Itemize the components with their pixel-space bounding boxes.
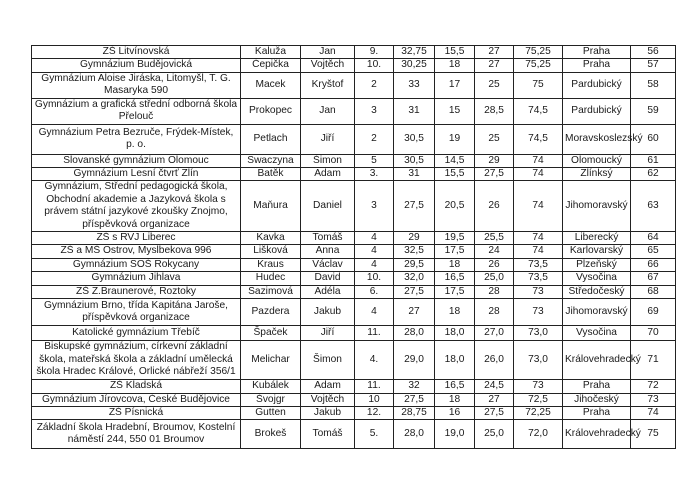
grade-cell: 2 <box>355 72 394 98</box>
grade-cell: 3. <box>355 168 394 181</box>
region-cell: Praha <box>563 406 631 419</box>
total-score-cell: 74 <box>514 168 563 181</box>
score-3-cell: 27,5 <box>475 406 514 419</box>
school-cell: Gymnázium Brno, třída Kapitána Jaroše, příspěvková organizace <box>32 299 241 326</box>
school-cell: Gymnázium Jihlava <box>32 272 241 285</box>
rank-cell: 70 <box>631 326 676 341</box>
first-name-cell: Tomáš <box>301 420 355 449</box>
total-score-cell: 73,0 <box>514 341 563 380</box>
surname-cell: Švojgr <box>241 393 301 406</box>
score-2-cell: 18,0 <box>435 326 475 341</box>
school-cell: Slovanské gymnázium Olomouc <box>32 154 241 167</box>
surname-cell: Prokopec <box>241 98 301 124</box>
surname-cell: Hudec <box>241 272 301 285</box>
surname-cell: Swaczyna <box>241 154 301 167</box>
score-1-cell: 27 <box>394 299 435 326</box>
rank-cell: 69 <box>631 299 676 326</box>
first-name-cell: Jakub <box>301 406 355 419</box>
region-cell: Vysočina <box>563 272 631 285</box>
region-cell: Plzeňský <box>563 258 631 271</box>
grade-cell: 5 <box>355 154 394 167</box>
first-name-cell: Adam <box>301 380 355 393</box>
surname-cell: Maňura <box>241 181 301 232</box>
score-2-cell: 16 <box>435 406 475 419</box>
rank-cell: 72 <box>631 380 676 393</box>
table-row <box>32 59 676 72</box>
surname-cell: Lišková <box>241 245 301 258</box>
table-row <box>32 285 676 298</box>
total-score-cell: 72,5 <box>514 393 563 406</box>
score-1-cell: 30,5 <box>394 124 435 154</box>
grade-cell: 10. <box>355 59 394 72</box>
score-3-cell: 27 <box>475 59 514 72</box>
score-1-cell: 27,5 <box>394 285 435 298</box>
region-cell: Karlovarský <box>563 245 631 258</box>
surname-cell: Pazdera <box>241 299 301 326</box>
first-name-cell: Jiří <box>301 124 355 154</box>
total-score-cell: 72,25 <box>514 406 563 419</box>
score-2-cell: 17 <box>435 72 475 98</box>
score-2-cell: 15,5 <box>435 46 475 59</box>
surname-cell: Brokeš <box>241 420 301 449</box>
total-score-cell: 74 <box>514 154 563 167</box>
surname-cell: Petlach <box>241 124 301 154</box>
school-cell: Katolické gymnázium Třebíč <box>32 326 241 341</box>
score-3-cell: 28 <box>475 285 514 298</box>
grade-cell: 6. <box>355 285 394 298</box>
region-cell: Královehradecký <box>563 420 631 449</box>
score-1-cell: 33 <box>394 72 435 98</box>
surname-cell: Gutten <box>241 406 301 419</box>
grade-cell: 11. <box>355 326 394 341</box>
total-score-cell: 74,5 <box>514 98 563 124</box>
school-cell: ZŠ Kladská <box>32 380 241 393</box>
score-2-cell: 18 <box>435 59 475 72</box>
region-cell: Liberecký <box>563 232 631 245</box>
school-cell: Gymnázium Aloise Jiráska, Litomyšl, T. G. Masaryka 590 <box>32 72 241 98</box>
score-2-cell: 18,0 <box>435 341 475 380</box>
score-3-cell: 27 <box>475 46 514 59</box>
first-name-cell: Jiří <box>301 326 355 341</box>
region-cell: Olomoucký <box>563 154 631 167</box>
grade-cell: 10 <box>355 393 394 406</box>
table-row <box>32 272 676 285</box>
region-cell: Zlínksý <box>563 168 631 181</box>
score-2-cell: 17,5 <box>435 245 475 258</box>
score-1-cell: 32,75 <box>394 46 435 59</box>
region-cell: Pardubický <box>563 98 631 124</box>
rank-cell: 61 <box>631 154 676 167</box>
score-2-cell: 19,0 <box>435 420 475 449</box>
total-score-cell: 73 <box>514 285 563 298</box>
school-cell: ZŠ a MŠ Ostrov, Myslbekova 996 <box>32 245 241 258</box>
region-cell: Praha <box>563 59 631 72</box>
total-score-cell: 75,25 <box>514 59 563 72</box>
region-cell: Středočeský <box>563 285 631 298</box>
school-cell: ZŠ Písnická <box>32 406 241 419</box>
rank-cell: 75 <box>631 420 676 449</box>
grade-cell: 12. <box>355 406 394 419</box>
first-name-cell: Kryštof <box>301 72 355 98</box>
table-row <box>32 406 676 419</box>
school-cell: Gymnázium SOŠ Rokycany <box>32 258 241 271</box>
surname-cell: Kaluža <box>241 46 301 59</box>
grade-cell: 3 <box>355 98 394 124</box>
first-name-cell: Vojtěch <box>301 59 355 72</box>
total-score-cell: 74 <box>514 232 563 245</box>
table-row <box>32 98 676 124</box>
rank-cell: 60 <box>631 124 676 154</box>
score-3-cell: 25 <box>475 72 514 98</box>
score-3-cell: 27,5 <box>475 168 514 181</box>
surname-cell: Kraus <box>241 258 301 271</box>
grade-cell: 11. <box>355 380 394 393</box>
total-score-cell: 73 <box>514 299 563 326</box>
grade-cell: 4. <box>355 341 394 380</box>
rank-cell: 74 <box>631 406 676 419</box>
surname-cell: Čepička <box>241 59 301 72</box>
total-score-cell: 73,0 <box>514 326 563 341</box>
score-3-cell: 26 <box>475 258 514 271</box>
surname-cell: Batěk <box>241 168 301 181</box>
first-name-cell: Adam <box>301 168 355 181</box>
first-name-cell: David <box>301 272 355 285</box>
score-1-cell: 31 <box>394 168 435 181</box>
score-1-cell: 28,0 <box>394 420 435 449</box>
rank-cell: 68 <box>631 285 676 298</box>
table-row <box>32 154 676 167</box>
table-row <box>32 168 676 181</box>
table-row <box>32 380 676 393</box>
rank-cell: 59 <box>631 98 676 124</box>
score-3-cell: 24 <box>475 245 514 258</box>
total-score-cell: 74 <box>514 245 563 258</box>
grade-cell: 5. <box>355 420 394 449</box>
table-row <box>32 232 676 245</box>
first-name-cell: Václav <box>301 258 355 271</box>
region-cell: Jihomoravský <box>563 299 631 326</box>
grade-cell: 2 <box>355 124 394 154</box>
grade-cell: 10. <box>355 272 394 285</box>
score-3-cell: 25 <box>475 124 514 154</box>
total-score-cell: 75 <box>514 72 563 98</box>
first-name-cell: Anna <box>301 245 355 258</box>
school-cell: ZŠ s RVJ Liberec <box>32 232 241 245</box>
school-cell: ZŠ Litvínovská <box>32 46 241 59</box>
grade-cell: 3 <box>355 181 394 232</box>
school-cell: ZŠ Z.Braunerové, Roztoky <box>32 285 241 298</box>
score-1-cell: 30,5 <box>394 154 435 167</box>
grade-cell: 4 <box>355 245 394 258</box>
score-1-cell: 30,25 <box>394 59 435 72</box>
score-2-cell: 20,5 <box>435 181 475 232</box>
rank-cell: 56 <box>631 46 676 59</box>
first-name-cell: Daniel <box>301 181 355 232</box>
score-2-cell: 18 <box>435 258 475 271</box>
score-2-cell: 18 <box>435 393 475 406</box>
first-name-cell: Jan <box>301 46 355 59</box>
total-score-cell: 75,25 <box>514 46 563 59</box>
score-3-cell: 27 <box>475 393 514 406</box>
table-row <box>32 341 676 380</box>
first-name-cell: Šimon <box>301 154 355 167</box>
table-row <box>32 258 676 271</box>
surname-cell: Kavka <box>241 232 301 245</box>
first-name-cell: Tomáš <box>301 232 355 245</box>
table-row <box>32 72 676 98</box>
results-table <box>31 45 676 449</box>
score-1-cell: 27,5 <box>394 393 435 406</box>
score-3-cell: 25,0 <box>475 272 514 285</box>
first-name-cell: Adéla <box>301 285 355 298</box>
score-1-cell: 29,0 <box>394 341 435 380</box>
rank-cell: 62 <box>631 168 676 181</box>
score-2-cell: 17,5 <box>435 285 475 298</box>
table-row <box>32 393 676 406</box>
score-2-cell: 14,5 <box>435 154 475 167</box>
school-cell: Gymnázium Budějovická <box>32 59 241 72</box>
rank-cell: 66 <box>631 258 676 271</box>
score-1-cell: 32,5 <box>394 245 435 258</box>
total-score-cell: 72,0 <box>514 420 563 449</box>
score-3-cell: 28 <box>475 299 514 326</box>
school-cell: Biskupské gymnázium, církevní základní škola, mateřská škola a základní umělecká škola Hradec Králové, Orlické nábřeží 356/1 <box>32 341 241 380</box>
table-row <box>32 326 676 341</box>
table-row <box>32 245 676 258</box>
score-3-cell: 24,5 <box>475 380 514 393</box>
region-cell: Praha <box>563 46 631 59</box>
region-cell: Praha <box>563 380 631 393</box>
school-cell: Gymnázium Petra Bezruče, Frýdek-Místek, p. o. <box>32 124 241 154</box>
score-2-cell: 16,5 <box>435 272 475 285</box>
region-cell: Moravskoslezský <box>563 124 631 154</box>
score-3-cell: 25,5 <box>475 232 514 245</box>
rank-cell: 63 <box>631 181 676 232</box>
total-score-cell: 73 <box>514 380 563 393</box>
region-cell: Vysočina <box>563 326 631 341</box>
score-2-cell: 15 <box>435 98 475 124</box>
total-score-cell: 74 <box>514 181 563 232</box>
score-3-cell: 26,0 <box>475 341 514 380</box>
table-row <box>32 46 676 59</box>
score-3-cell: 27,0 <box>475 326 514 341</box>
region-cell: Královehradecký <box>563 341 631 380</box>
score-3-cell: 26 <box>475 181 514 232</box>
score-1-cell: 32 <box>394 380 435 393</box>
table-row <box>32 299 676 326</box>
first-name-cell: Jakub <box>301 299 355 326</box>
total-score-cell: 73,5 <box>514 272 563 285</box>
region-cell: Pardubický <box>563 72 631 98</box>
table-row <box>32 420 676 449</box>
first-name-cell: Vojtěch <box>301 393 355 406</box>
score-2-cell: 19 <box>435 124 475 154</box>
score-3-cell: 25,0 <box>475 420 514 449</box>
score-1-cell: 31 <box>394 98 435 124</box>
school-cell: Gymnázium Lesní čtvrť Zlín <box>32 168 241 181</box>
grade-cell: 4 <box>355 299 394 326</box>
first-name-cell: Šimon <box>301 341 355 380</box>
surname-cell: Macek <box>241 72 301 98</box>
surname-cell: Špaček <box>241 326 301 341</box>
rank-cell: 58 <box>631 72 676 98</box>
score-1-cell: 32,0 <box>394 272 435 285</box>
score-2-cell: 18 <box>435 299 475 326</box>
rank-cell: 64 <box>631 232 676 245</box>
score-2-cell: 16,5 <box>435 380 475 393</box>
surname-cell: Sazimová <box>241 285 301 298</box>
school-cell: Gymnázium, Střední pedagogická škola, Obchodní akademie a Jazyková škola s právem státní jazykové zkoušky Znojmo, příspěvková organizace <box>32 181 241 232</box>
score-1-cell: 28,0 <box>394 326 435 341</box>
total-score-cell: 74,5 <box>514 124 563 154</box>
score-1-cell: 29 <box>394 232 435 245</box>
grade-cell: 4 <box>355 258 394 271</box>
score-1-cell: 27,5 <box>394 181 435 232</box>
surname-cell: Melichar <box>241 341 301 380</box>
grade-cell: 9. <box>355 46 394 59</box>
region-cell: Jihočeský <box>563 393 631 406</box>
rank-cell: 71 <box>631 341 676 380</box>
rank-cell: 57 <box>631 59 676 72</box>
rank-cell: 73 <box>631 393 676 406</box>
first-name-cell: Jan <box>301 98 355 124</box>
region-cell: Jihomoravský <box>563 181 631 232</box>
results-table-body <box>32 46 676 449</box>
rank-cell: 67 <box>631 272 676 285</box>
rank-cell: 65 <box>631 245 676 258</box>
table-row <box>32 181 676 232</box>
score-1-cell: 29,5 <box>394 258 435 271</box>
total-score-cell: 73,5 <box>514 258 563 271</box>
school-cell: Gymnázium Jírovcova, České Budějovice <box>32 393 241 406</box>
table-row <box>32 124 676 154</box>
school-cell: Gymnázium a grafická střední odborná škola Přelouč <box>32 98 241 124</box>
score-1-cell: 28,75 <box>394 406 435 419</box>
score-2-cell: 19,5 <box>435 232 475 245</box>
grade-cell: 4 <box>355 232 394 245</box>
surname-cell: Kubálek <box>241 380 301 393</box>
school-cell: Základní škola Hradební, Broumov, Kostelní náměstí 244, 550 01 Broumov <box>32 420 241 449</box>
score-3-cell: 29 <box>475 154 514 167</box>
score-3-cell: 28,5 <box>475 98 514 124</box>
score-2-cell: 15,5 <box>435 168 475 181</box>
